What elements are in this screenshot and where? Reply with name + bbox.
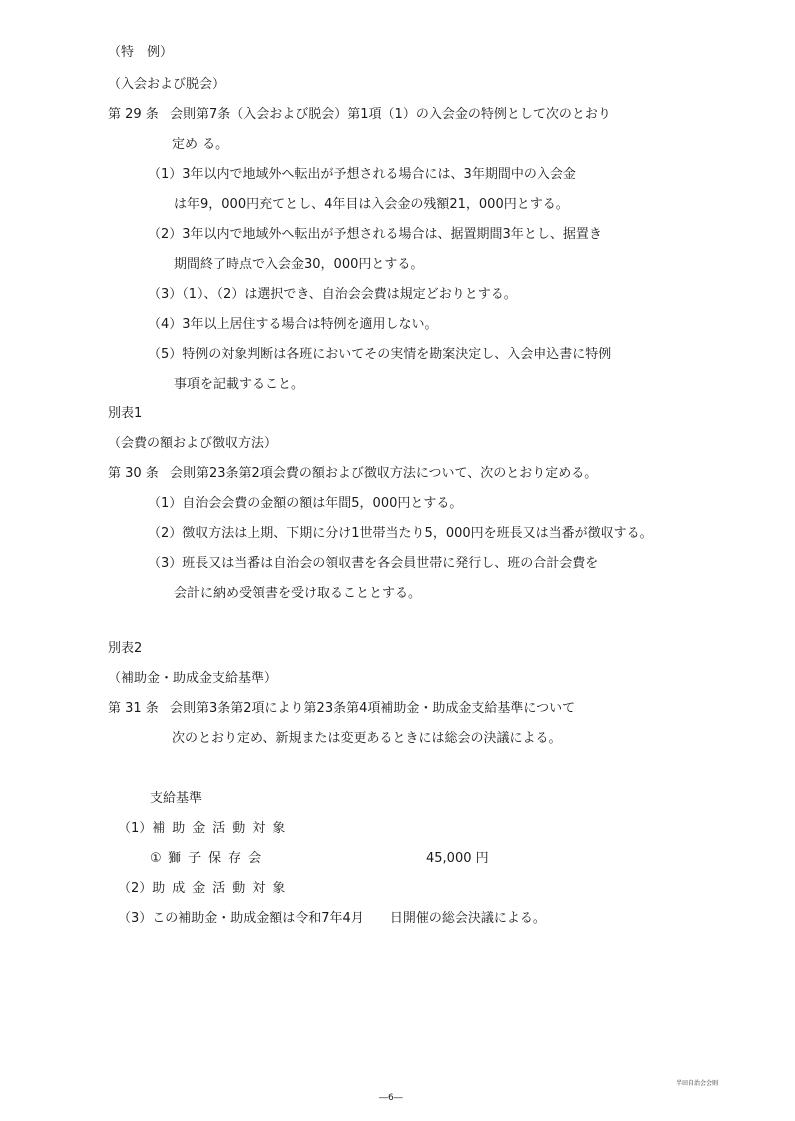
item-text: 3年以内で地域外へ転出が予想される場合は、据置期間3年とし、据置き <box>182 227 602 242</box>
item-number: （1） <box>118 821 153 836</box>
article-31 <box>108 702 575 715</box>
list-item <box>148 557 598 570</box>
footer-org-name: 半田自治会会則 <box>676 1080 719 1087</box>
article-30-label: 第 30 条 <box>108 466 159 481</box>
criteria-item-grant <box>118 882 292 895</box>
table-label-2: 別表2 <box>108 641 143 656</box>
article-31-label: 第 31 条 <box>108 701 159 716</box>
item-text-continued: 期間終了時点で入会金30，000円とする。 <box>174 257 424 272</box>
subheading-subsidy: （補助金・助成金支給基準） <box>108 671 278 686</box>
item-number: （3） <box>148 287 183 302</box>
item-text: 3年以上居住する場合は特例を適用しない。 <box>182 317 438 332</box>
list-item <box>148 288 517 301</box>
list-item <box>148 497 462 510</box>
item-text: （1）、（2）は選択でき、自治会会費は規定どおりとする。 <box>182 287 517 302</box>
item-number: （2） <box>148 526 183 541</box>
article-29-text-line1: 会則第7条（入会および脱会）第1項（1）の入会金の特例として次のとおり <box>170 107 611 122</box>
item-number: （2） <box>148 227 183 242</box>
circled-number: ① <box>150 851 162 866</box>
item-label: 助成金活動対象 <box>152 881 293 896</box>
item-number: （1） <box>148 167 183 182</box>
item-number: （2） <box>118 881 153 896</box>
item-text: 自治会会費の金額の額は年間5，000円とする。 <box>182 496 463 511</box>
article-29 <box>108 108 611 121</box>
subheading-fee: （会費の額および徴収方法） <box>108 436 278 451</box>
item-label: 補助金活動対象 <box>152 821 293 836</box>
article-30-text-line1: 会則第23条第2項会費の額および徴収方法について、次のとおり定める。 <box>170 466 598 481</box>
item-number: （3） <box>148 556 183 571</box>
item-number: （1） <box>148 496 183 511</box>
item-text: 3年以内で地域外へ転出が予想される場合には、3年期間中の入会金 <box>182 167 576 182</box>
list-item <box>148 228 602 241</box>
item-number: （3） <box>118 911 153 926</box>
list-item <box>148 318 438 331</box>
article-31-text-line2: 次のとおり定め、新規または変更あるときには総会の決議による。 <box>172 731 562 746</box>
criteria-sub-item <box>150 852 268 865</box>
page-number: ―6― <box>379 1093 403 1103</box>
criteria-item-subsidy <box>118 822 292 835</box>
article-29-text-line2: 定め る。 <box>172 137 229 152</box>
list-item <box>148 168 576 181</box>
item-text: 班長又は当番は自治会の領収書を各会員世帯に発行し、班の合計会費を <box>182 556 599 571</box>
list-item <box>148 527 653 540</box>
item-number: （5） <box>148 347 183 362</box>
criteria-heading: 支給基準 <box>150 791 203 806</box>
table-label-1: 別表1 <box>108 406 143 421</box>
article-29-label: 第 29 条 <box>108 107 159 122</box>
sub-item-amount: 45,000 円 <box>426 851 489 866</box>
item-number: （4） <box>148 317 183 332</box>
item-text: 徴収方法は上期、下期に分け1世帯当たり5，000円を班長又は当番が徴収する。 <box>182 526 653 541</box>
heading-special: （特 例） <box>108 45 174 60</box>
item-text-continued: は年9，000円充てとし、4年目は入会金の残額21，000円とする。 <box>174 197 569 212</box>
subheading-membership: （入会および脱会） <box>108 77 226 92</box>
item-text-continued: 事項を記載すること。 <box>174 377 305 392</box>
list-item <box>148 348 611 361</box>
article-31-text-line1: 会則第3条第2項により第23条第4項補助金・助成金支給基準について <box>170 701 576 716</box>
item-text-continued: 会計に納め受領書を受け取ることとする。 <box>174 586 422 601</box>
criteria-item-resolution <box>118 912 546 925</box>
item-text: この補助金・助成金額は令和7年4月 日開催の総会決議による。 <box>152 911 546 926</box>
item-text: 特例の対象判断は各班においてその実情を勘案決定し、入会申込書に特例 <box>182 347 612 362</box>
sub-item-label: 獅子保存会 <box>168 851 269 866</box>
article-30 <box>108 467 597 480</box>
